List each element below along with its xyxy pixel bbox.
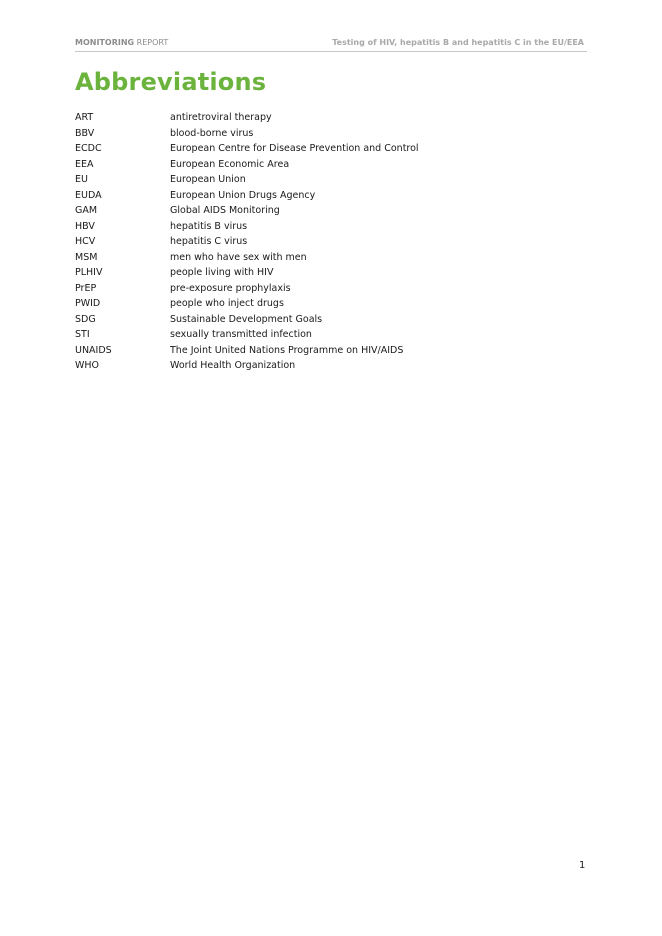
abbreviation-definition: people who inject drugs: [170, 298, 284, 309]
abbreviation-row: [75, 235, 595, 251]
abbreviation-definition: Sustainable Development Goals: [170, 313, 323, 325]
abbreviation-term: HCV: [75, 236, 96, 247]
abbreviation-term: STI: [75, 329, 90, 340]
abbreviation-term: EUDA: [75, 189, 102, 201]
abbreviation-row: [75, 297, 595, 313]
header-report-label: [75, 38, 168, 47]
abbreviation-row: [75, 142, 595, 158]
abbreviation-term: EU: [75, 174, 88, 185]
abbreviation-term: EEA: [75, 158, 94, 170]
header-document-title: Testing of HIV, hepatitis B and hepatitis C in the EU/EEA: [332, 38, 584, 47]
abbreviation-row: [75, 158, 595, 174]
abbreviations-list: [75, 111, 595, 375]
abbreviation-definition: hepatitis B virus: [170, 220, 248, 232]
abbreviation-definition: blood-borne virus: [170, 127, 254, 139]
running-header: [75, 38, 587, 52]
abbreviation-row: [75, 359, 595, 375]
abbreviation-term: SDG: [75, 313, 96, 325]
abbreviation-definition: hepatitis C virus: [170, 236, 248, 247]
abbreviation-term: PrEP: [75, 282, 97, 294]
abbreviation-row: [75, 313, 595, 329]
abbreviation-row: [75, 282, 595, 298]
abbreviation-term: GAM: [75, 205, 98, 216]
page-title: Abbreviations: [75, 68, 267, 96]
abbreviation-term: UNAIDS: [75, 344, 112, 356]
abbreviation-definition: antiretroviral therapy: [170, 112, 272, 123]
abbreviation-definition: European Economic Area: [170, 158, 290, 170]
header-report-rest: REPORT: [134, 38, 169, 47]
abbreviation-row: [75, 173, 595, 189]
abbreviation-term: MSM: [75, 251, 98, 263]
abbreviation-definition: European Centre for Disease Prevention and Control: [170, 143, 419, 154]
abbreviation-definition: men who have sex with men: [170, 251, 307, 263]
abbreviation-row: [75, 344, 595, 360]
abbreviation-definition: European Union Drugs Agency: [170, 189, 316, 201]
abbreviation-row: [75, 127, 595, 143]
abbreviation-term: BBV: [75, 127, 95, 139]
abbreviation-definition: sexually transmitted infection: [170, 329, 312, 340]
abbreviation-definition: Global AIDS Monitoring: [170, 205, 280, 216]
abbreviation-term: PWID: [75, 298, 101, 309]
page-number: 1: [579, 860, 586, 871]
abbreviation-row: [75, 111, 595, 127]
abbreviation-definition: people living with HIV: [170, 267, 274, 278]
abbreviation-row: [75, 328, 595, 344]
abbreviation-term: HBV: [75, 220, 95, 232]
abbreviation-row: [75, 204, 595, 220]
abbreviation-definition: pre-exposure prophylaxis: [170, 282, 291, 294]
abbreviation-row: [75, 189, 595, 205]
abbreviation-term: ART: [75, 112, 94, 123]
abbreviation-definition: European Union: [170, 174, 246, 185]
abbreviation-row: [75, 220, 595, 236]
header-report-bold: MONITORING: [75, 38, 135, 47]
abbreviation-term: ECDC: [75, 143, 102, 154]
abbreviation-definition: The Joint United Nations Programme on HIV/AIDS: [170, 344, 404, 356]
abbreviation-row: [75, 251, 595, 267]
abbreviation-term: WHO: [75, 360, 100, 371]
abbreviation-term: PLHIV: [75, 267, 103, 278]
abbreviation-row: [75, 266, 595, 282]
abbreviation-definition: World Health Organization: [170, 360, 296, 371]
